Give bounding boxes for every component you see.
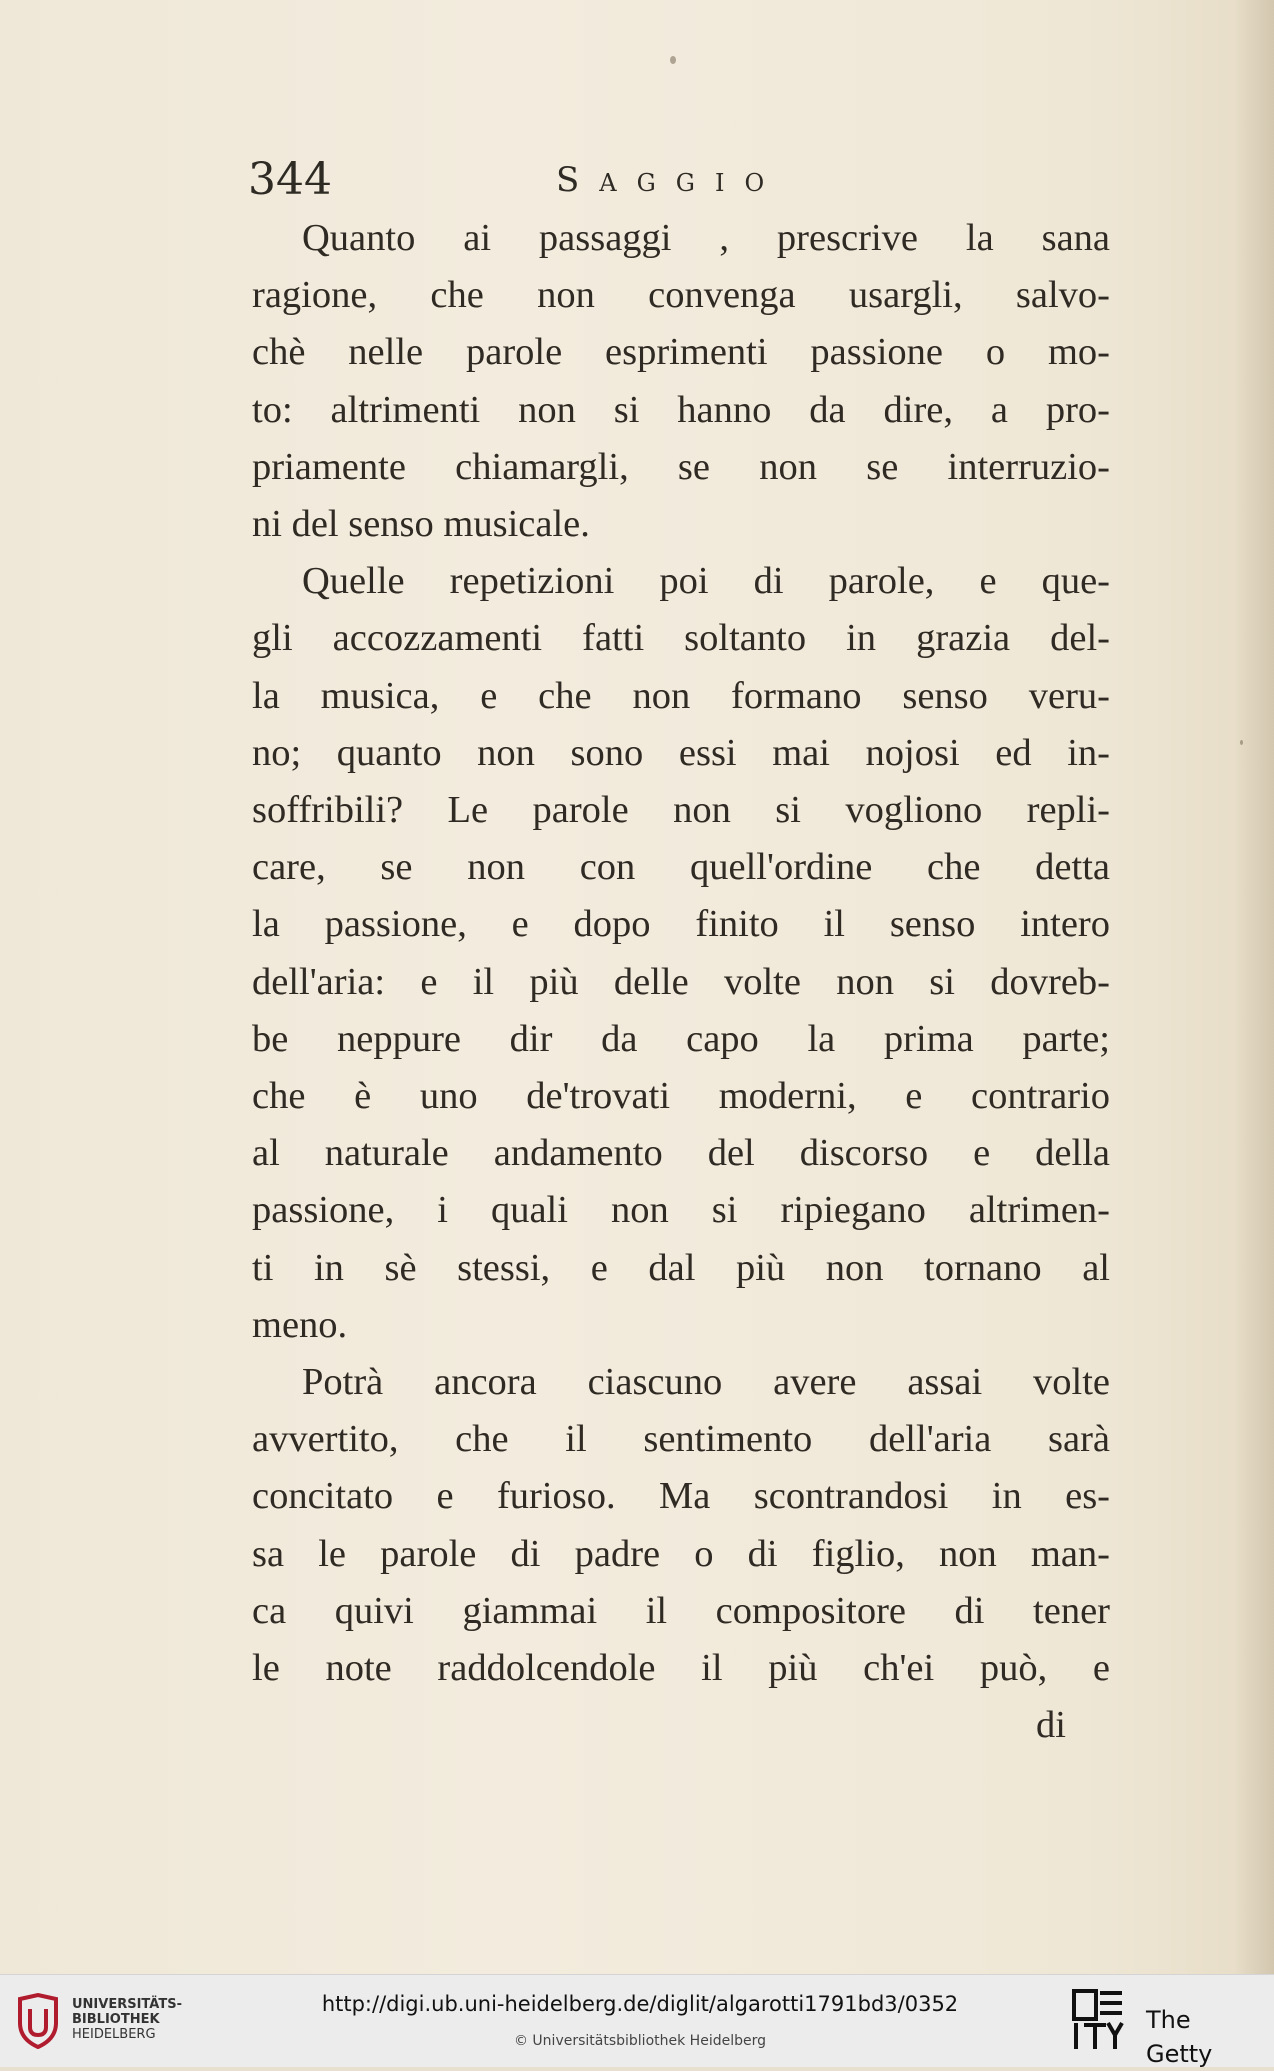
text-line: Quanto ai passaggi , prescrive la sana (302, 217, 1110, 259)
text-line: ragione, che non convenga usargli, salvo- (252, 274, 1110, 317)
text-line: soffribili? Le parole non si vogliono repli- (252, 789, 1110, 832)
text-line: to: altrimenti non si hanno da dire, a pro- (252, 388, 1110, 431)
text-line: ti in sè stessi, e dal più non tornano al (252, 1246, 1110, 1289)
paragraph-3 (252, 1354, 1110, 1697)
permalink-url[interactable]: http://digi.ub.uni-heidelberg.de/diglit/algarotti1791bd3/0352 (321, 1992, 959, 2016)
library-name-line: UNIVERSITÄTS- (72, 1997, 182, 2012)
text-line: passione, i quali non si ripiegano altrimen- (252, 1189, 1110, 1232)
library-name (72, 1997, 182, 2042)
library-name-line: HEIDELBERG (72, 2027, 156, 2042)
getty-logo-icon (1072, 1989, 1124, 2051)
text-line: sa le parole di padre o di figlio, non man- (252, 1532, 1110, 1575)
text-line: avvertito, che il sentimento dell'aria sarà (252, 1418, 1110, 1461)
text-line: meno. (252, 1303, 348, 1346)
text-line: al naturale andamento del discorso e della (252, 1132, 1110, 1175)
university-library-logo[interactable] (16, 1989, 286, 2053)
text-line: ni del senso musicale. (252, 503, 590, 546)
text-line: la musica, e che non formano senso veru- (252, 674, 1110, 717)
viewer-footer (0, 1974, 1274, 2067)
running-head (248, 150, 1108, 210)
partner-name: The Getty (1146, 2006, 1213, 2068)
text-line: care, se non con quell'ordine che detta (252, 846, 1110, 889)
library-name-line: BIBLIOTHEK (72, 2012, 160, 2027)
text-line: dell'aria: e il più delle volte non si dovreb- (252, 960, 1110, 1003)
paragraph-1 (252, 210, 1110, 553)
text-line: le note raddolcendole il più ch'ei può, e (252, 1647, 1110, 1690)
ub-heidelberg-logo-icon (16, 1993, 60, 2049)
text-line: la passione, e dopo finito il senso intero (252, 903, 1110, 946)
text-line: chè nelle parole esprimenti passione o mo- (252, 331, 1110, 374)
text-line: che è uno de'trovati moderni, e contrario (252, 1075, 1110, 1118)
running-head-title: Saggio (556, 160, 785, 200)
text-line: concitato e furioso. Ma scontrandosi in es- (252, 1475, 1110, 1518)
ink-speck (670, 56, 676, 64)
paragraph-2 (252, 553, 1110, 1354)
text-line: Potrà ancora ciascuno avere assai volte (302, 1361, 1110, 1404)
text-line: be neppure dir da capo la prima parte; (252, 1017, 1110, 1060)
page-number: 344 (248, 154, 332, 205)
text-line: priamente chiamargli, se non se interruzio- (252, 445, 1110, 488)
copyright-notice: © Universitätsbibliothek Heidelberg (513, 2033, 766, 2049)
getty-logo[interactable] (1072, 1987, 1262, 2068)
text-line: gli accozzamenti fatti soltanto in grazia del- (252, 617, 1110, 660)
text-line: ca quivi giammai il compositore di tener (252, 1589, 1110, 1632)
text-line: Quelle repetizioni poi di parole, e que- (302, 560, 1110, 603)
body-text (252, 210, 1110, 1754)
text-line: no; quanto non sono essi mai nojosi ed in- (252, 731, 1110, 774)
ink-speck (1240, 740, 1243, 745)
catchword: di (1036, 1704, 1066, 1747)
